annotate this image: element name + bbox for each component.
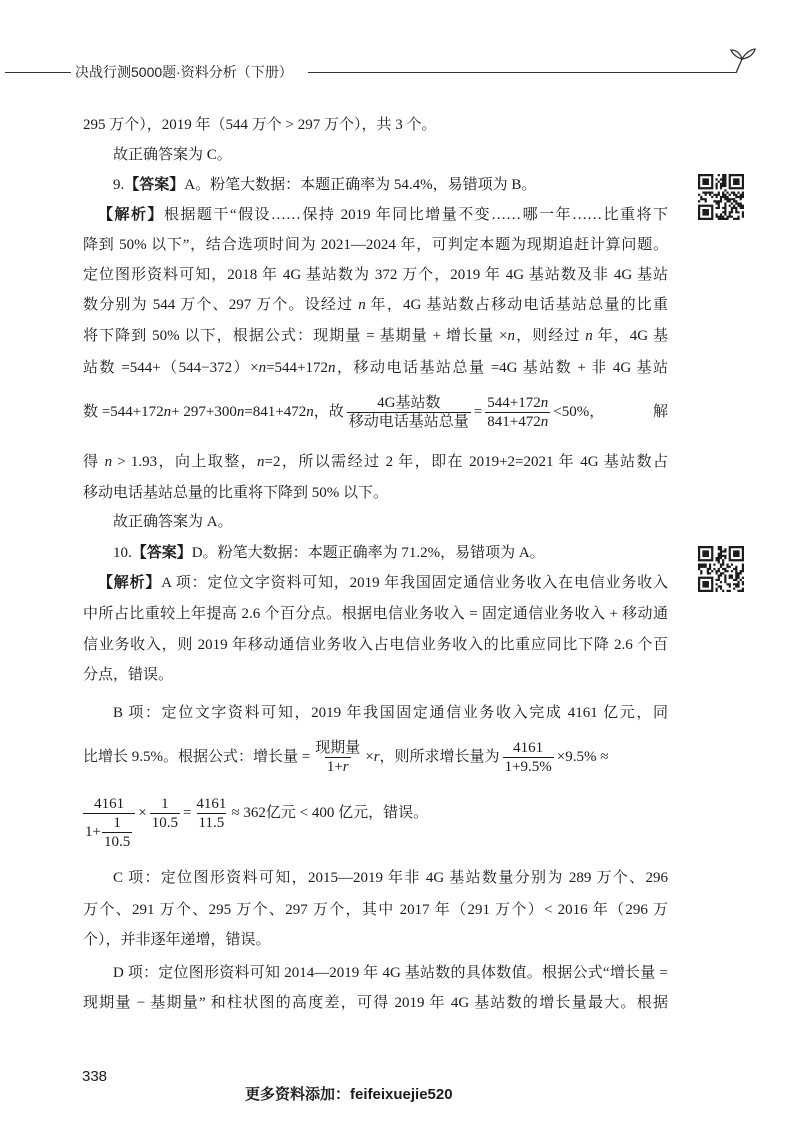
header-rule-left (5, 72, 71, 73)
fraction-numerator: 4161 (513, 740, 544, 756)
body-text: 数 =544+172 (83, 404, 164, 420)
fraction (485, 394, 550, 431)
header-rule-right (308, 72, 736, 73)
math-variable: n (163, 404, 172, 420)
body-text: 站数 =544+（544−372）× (83, 360, 259, 376)
text-line: 信业务收入，则 2019 年移动通信业务收入占电信业务收入的比重应同比下降 2.6 个百 (83, 637, 668, 653)
fraction-denominator: 11.5 (198, 815, 225, 831)
body-text: 年，4G 基站数占移动电话基站总量的比重 (365, 297, 668, 313)
fraction-numerator: 1 (161, 796, 169, 812)
body-text: D。粉笔大数据：本题正确率为 71.2%，易错项为 A。 (191, 545, 545, 561)
math-variable: n (104, 454, 113, 470)
math-variable: n (257, 454, 265, 470)
fraction-numerator: 4161 (94, 796, 125, 812)
body-text: ×9.5% ≈ (556, 749, 609, 765)
answer-label: 【答案】 (131, 545, 192, 561)
fraction-numerator: 4161 (196, 796, 227, 812)
body-text: 将下降到 50% 以下，根据公式：现期量 = 基期量 + 增长量 × (83, 328, 508, 344)
equals-sign: = (473, 404, 483, 420)
fraction (503, 739, 554, 776)
math-variable: n (358, 297, 366, 313)
times-sign: × (138, 805, 147, 821)
analysis-label: 【解析】 (98, 207, 164, 223)
text-line: 295 万个），2019 年（544 万个 > 297 万个），共 3 个。 (83, 117, 437, 133)
fraction (83, 795, 135, 851)
qr-code (698, 174, 744, 220)
text-line: 个），并非逐年递增，错误。 (83, 932, 271, 948)
text-line: C 项：定位图形资料可知，2015—2019 年非 4G 基站数量分别为 289 万个、296 (113, 870, 668, 886)
body-text: <50%， (553, 404, 605, 420)
text-line: 分点，错误。 (83, 667, 174, 683)
text-line (83, 452, 668, 472)
body-text: 1+ (85, 824, 101, 840)
body-text: 1+ (326, 759, 343, 775)
math-variable: n (507, 328, 516, 344)
fraction-denominator: 1+9.5% (504, 759, 552, 775)
text-line: 中所占比重较上年提高 2.6 个百分点。根据电信业务收入 = 固定通信业务收入 + 移动通 (83, 606, 668, 622)
formula-line (83, 394, 668, 431)
body-text: 解 (652, 404, 668, 420)
math-variable: n (540, 414, 549, 430)
body-text: 841+472 (487, 414, 541, 430)
math-variable: n (236, 404, 245, 420)
text-line: 现期量 − 基期量” 和柱状图的高度差，可得 2019 年 4G 基站数的增长量最大。根据 (83, 995, 668, 1011)
qr-code (698, 546, 744, 592)
equals-sign: = (182, 805, 192, 821)
question-number: 10. (113, 545, 132, 561)
text-line (83, 358, 668, 378)
text-line (83, 295, 668, 315)
body-text: > 1.93，向上取整， (112, 454, 258, 470)
fraction-denominator (325, 757, 351, 776)
body-text: 根据题干“假设……保持 2019 年同比增量不变……哪一年……比重将下 (163, 207, 668, 223)
body-text: 得 (83, 454, 105, 470)
text-line (98, 573, 668, 593)
math-variable: r (342, 759, 349, 775)
math-variable: n (327, 360, 336, 376)
body-text: =544+172 (266, 360, 328, 376)
fraction-denominator (485, 412, 550, 431)
text-line (98, 205, 668, 225)
text-line: 故正确答案为 A。 (113, 514, 233, 530)
fraction-numerator: 现期量 (315, 740, 361, 756)
question-number: 9. (113, 177, 125, 193)
text-line (113, 175, 668, 195)
body-text: ，移动电话基站总量 =4G 基站数 + 非 4G 基站 (335, 360, 668, 376)
fraction-denominator: 10.5 (151, 815, 178, 831)
fraction (150, 795, 180, 832)
fraction (347, 394, 471, 431)
fraction (313, 739, 362, 776)
body-text: ，则经过 (515, 328, 586, 344)
analysis-label: 【解析】 (98, 575, 162, 591)
math-variable: n (540, 395, 549, 411)
text-line: 定位图形资料可知，2018 年 4G 基站数为 372 万个，2019 年 4G 基站数及非 4G 基站 (83, 267, 668, 283)
formula-text (83, 402, 344, 422)
body-text: 数分别为 544 万个、297 万个。设经过 (83, 297, 359, 313)
formula-line (83, 739, 668, 776)
body-text: =2，所以需经过 2 年，即在 2019+2=2021 年 4G 基站数占 (264, 454, 668, 470)
page-number: 338 (82, 1068, 108, 1085)
body-text: 年，4G 基 (592, 328, 668, 344)
body-text: ，故 (313, 404, 344, 420)
fraction-numerator: 4G基站数 (377, 395, 441, 411)
math-variable: n (258, 360, 267, 376)
formula-text (365, 747, 499, 767)
body-text: + 297+300 (171, 404, 237, 420)
math-variable: n (306, 404, 314, 420)
body-text: ≈ 362亿元 < 400 亿元，错误。 (231, 805, 429, 821)
text-line: 移动电话基站总量的比重将下降到 50% 以下。 (83, 485, 388, 501)
text-line: B 项：定位文字资料可知，2019 年我国固定通信业务收入完成 4161 亿元，同 (113, 705, 668, 721)
math-variable: r (373, 749, 380, 765)
body-text: ，则所求增长量为 (379, 749, 500, 765)
formula-line (83, 795, 668, 851)
text-line: 故正确答案为 C。 (113, 147, 232, 163)
body-text: A。粉笔大数据：本题正确率为 54.4%，易错项为 B。 (184, 177, 537, 193)
math-variable: n (585, 328, 593, 344)
answer-label: 【答案】 (124, 177, 185, 193)
footer-note: 更多资料添加：feifeixuejie520 (245, 1086, 453, 1103)
nested-fraction (102, 814, 132, 851)
fraction-denominator: 10.5 (103, 834, 131, 850)
fraction (194, 795, 228, 832)
text-line: 降到 50% 以下”，结合选项时间为 2021—2024 年，可判定本题为现期追赶计算问题。 (83, 237, 668, 253)
fraction-numerator (485, 394, 550, 412)
text-line (83, 326, 668, 346)
text-line (113, 543, 668, 563)
times-sign: × (365, 749, 374, 765)
sprout-icon (728, 46, 758, 76)
text-line: D 项：定位图形资料可知 2014—2019 年 4G 基站数的具体数值。根据公式“增长量 = (113, 965, 668, 981)
fraction-denominator (83, 813, 135, 851)
book-title: 决战行测5000题·资料分析（下册） (75, 64, 293, 80)
body-text: A 项：定位文字资料可知，2019 年我国固定通信业务收入在电信业务收入 (161, 575, 668, 591)
text-line: 万个、291 万个、295 万个、297 万个，其中 2017 年（291 万个）< 2016 年（296 万 (83, 902, 668, 918)
body-text: 比增长 9.5%。根据公式：增长量 = (83, 749, 311, 765)
body-text: =841+472 (244, 404, 307, 420)
body-text: 544+172 (487, 395, 541, 411)
fraction-numerator: 1 (113, 815, 121, 831)
fraction-denominator: 移动电话基站总量 (348, 414, 469, 430)
